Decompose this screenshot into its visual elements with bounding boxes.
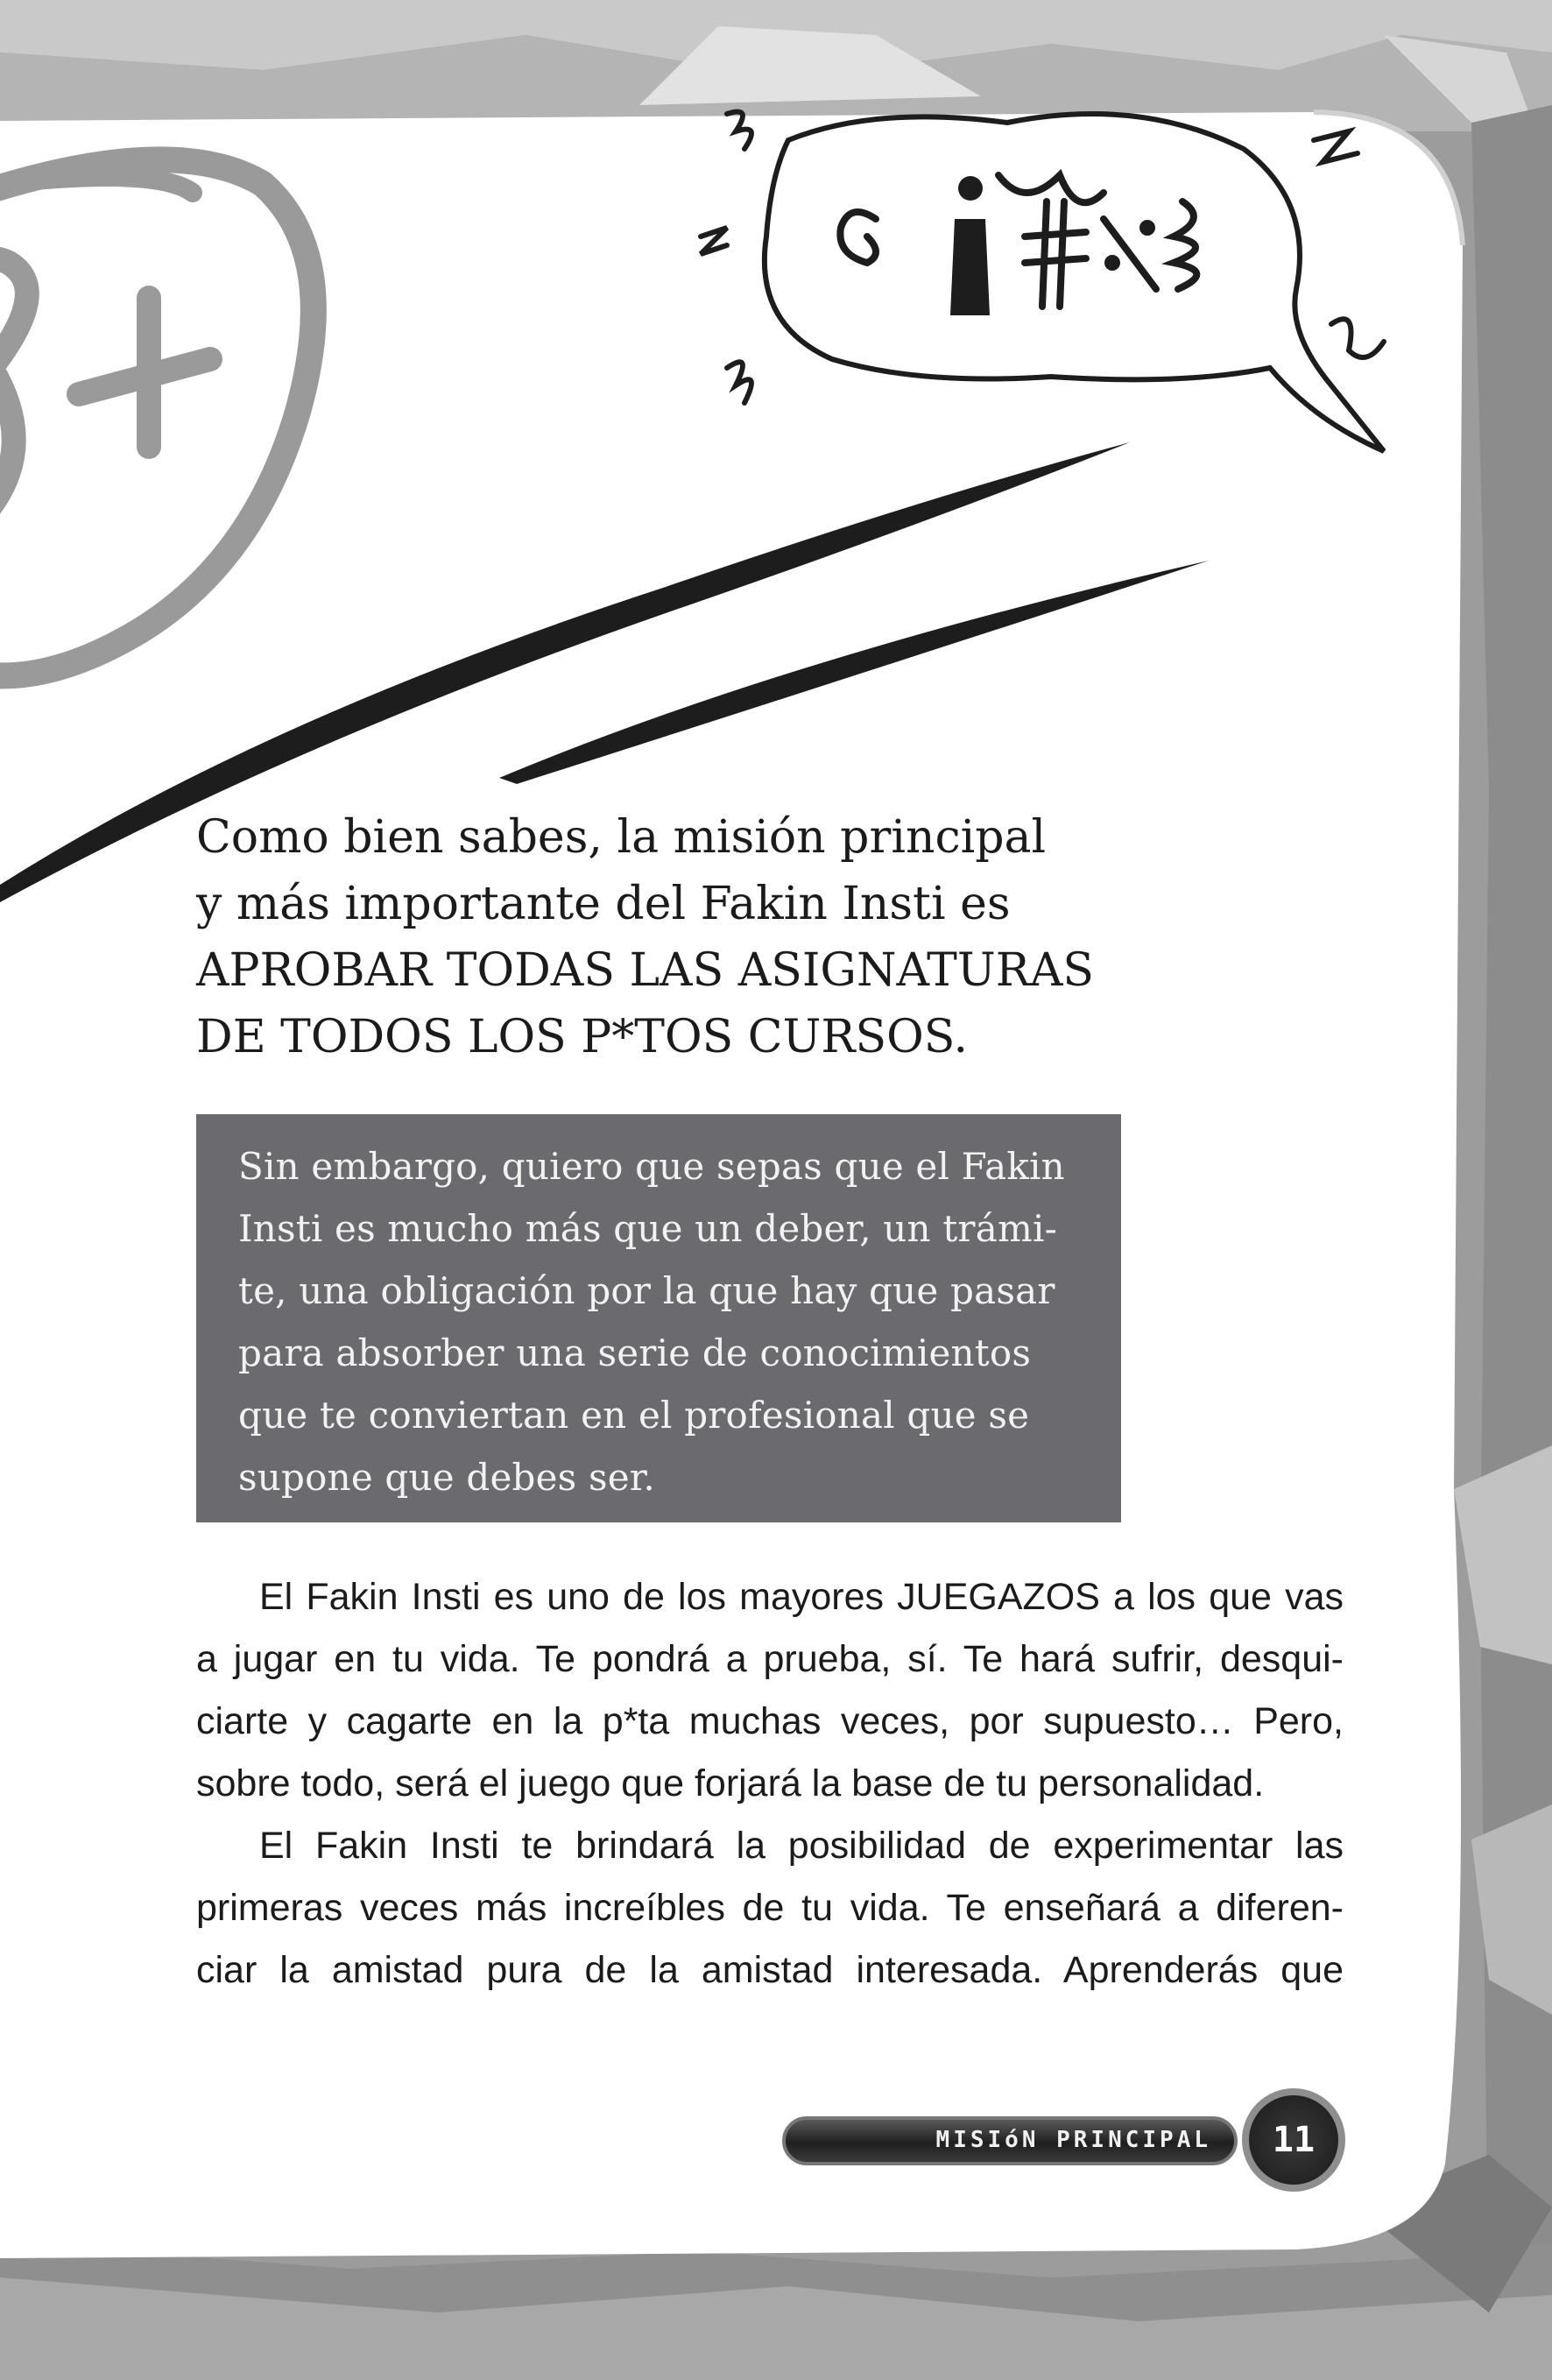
body-line: El Fakin Insti es uno de los mayores JUEGAZOS a los que vas — [259, 1576, 1344, 1618]
callout-line: para absorber una serie de conocimientos — [238, 1331, 1032, 1374]
callout-line: que te conviertan en el profesional que se — [238, 1394, 1030, 1437]
callout-line: Insti es mucho más que un deber, un trámi- — [238, 1207, 1058, 1250]
section-tab — [782, 2116, 1238, 2165]
callout-line: supone que debes ser. — [238, 1456, 655, 1499]
intro-line: APROBAR TODAS LAS ASIGNATURAS — [196, 944, 1095, 997]
intro-line: Como bien sabes, la misión principal — [196, 811, 1047, 864]
body-line: primeras veces más increíbles de tu vida. Te enseñará a diferen- — [196, 1887, 1344, 1929]
callout-box — [196, 1114, 1121, 1522]
body-line: ciar la amistad pura de la amistad interesada. Aprenderás que — [196, 1949, 1344, 1991]
callout-line: Sin embargo, quiero que sepas que el Fakin — [238, 1145, 1065, 1188]
page-number: 11 — [1272, 2120, 1316, 2160]
body-line: El Fakin Insti te brindará la posibilidad de experimentar las — [259, 1825, 1344, 1867]
intro-line: DE TODOS LOS P*TOS CURSOS. — [196, 1011, 969, 1063]
intro-statement — [196, 804, 1151, 1070]
body-line: ciarte y cagarte en la p*ta muchas veces, por supuesto… Pero, — [196, 1700, 1344, 1742]
body-paragraphs — [196, 1566, 1344, 2002]
body-line: a jugar en tu vida. Te pondrá a prueba, sí. Te hará sufrir, desqui- — [196, 1638, 1344, 1680]
page-number-badge — [1242, 2088, 1345, 2192]
section-label: MISIóN PRINCIPAL — [935, 2127, 1211, 2153]
body-line: sobre todo, será el juego que forjará la base de tu personalidad. — [196, 1762, 1265, 1804]
callout-line: te, una obligación por la que hay que pasar — [238, 1269, 1055, 1312]
intro-line: y más importante del Fakin Insti es — [196, 878, 1011, 930]
